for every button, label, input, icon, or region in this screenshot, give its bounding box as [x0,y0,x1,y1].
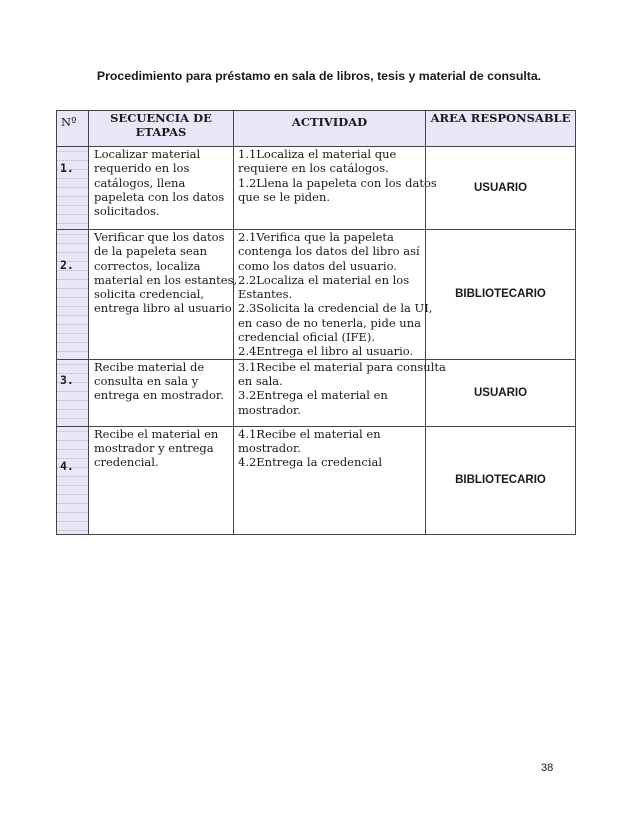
actividad-line: 3.1Recibe el material para consulta [238,359,446,374]
secuencia-line: Recibe el material en [94,426,219,441]
secuencia-cell [89,230,238,360]
actividad-line: 4.1Recibe el material en [238,426,381,441]
secuencia-line: material en los estantes, [94,272,238,287]
area-responsable-cell: BIBLIOTECARIO [426,230,576,360]
actividad-line: contenga los datos del libro así [238,244,420,259]
actividad-line: mostrador. [238,440,301,455]
row-number-cell [57,147,89,230]
secuencia-line: Recibe material de [94,359,205,374]
procedure-table [56,110,576,535]
actividad-line: 1.2Llena la papeleta con los datos [238,175,437,190]
header-secuencia: SECUENCIA DE ETAPAS [89,111,234,147]
actividad-line: 4.2Entrega la credencial [238,455,383,470]
secuencia-line: entrega en mostrador. [94,388,224,403]
actividad-cell [234,426,426,534]
secuencia-line: de la papeleta sean [94,244,207,259]
actividad-line: 2.4Entrega el libro al usuario. [238,344,414,359]
actividad-line: en sala. [238,373,283,388]
secuencia-cell [89,359,234,426]
table-row [57,426,576,534]
row-number: 1. [60,161,74,175]
secuencia-cell [89,426,234,534]
actividad-line: 2.1Verifica que la papeleta [238,230,394,244]
table-row [57,230,576,360]
secuencia-line: mostrador y entrega [94,440,214,455]
secuencia-line: consulta en sala y [94,373,199,388]
actividad-line: 2.3Solicita la credencial de la UI, [238,301,433,316]
secuencia-line: Localizar material [94,147,201,161]
header-area: AREA RESPONSABLE [426,111,576,147]
secuencia-line: papeleta con los datos [94,189,225,204]
cell-shading [57,431,88,531]
row-number: 4. [60,458,74,473]
secuencia-line: Verificar que los datos [94,230,225,244]
actividad-line: credencial oficial (IFE). [238,330,376,345]
cell-shading [57,234,88,352]
row-number-cell [57,426,89,534]
actividad-line: requiere en los catálogos. [238,161,389,176]
area-responsable-cell: BIBLIOTECARIO [426,426,576,534]
actividad-cell [234,359,446,426]
secuencia-line: correctos, localiza [94,258,201,273]
actividad-line: que se le piden. [238,189,330,204]
row-number: 2. [60,258,74,272]
actividad-line: Estantes. [238,287,293,302]
secuencia-line: entrega libro al usuario [94,301,232,316]
actividad-line: 3.2Entrega el material en [238,388,388,403]
table-body [57,147,576,535]
actividad-line: mostrador. [238,402,301,417]
header-actividad: ACTIVIDAD [234,111,426,147]
area-responsable-cell: USUARIO [426,147,576,230]
actividad-line: 2.2Localiza el material en los [238,272,410,287]
secuencia-line: solicitados. [94,204,160,219]
area-responsable-cell: USUARIO [426,359,576,426]
row-number: 3. [60,372,74,387]
actividad-line: en caso de no tenerla, pide una [238,315,421,330]
row-number-cell [57,359,89,426]
table-header-row [57,111,576,147]
table-row [57,147,576,230]
secuencia-cell [89,147,234,230]
actividad-cell [234,147,437,230]
document-title: Procedimiento para préstamo en sala de libros, tesis y material de consulta. [96,69,542,83]
header-no: Nº [57,111,89,147]
row-number-cell [57,230,89,360]
page-number: 38 [541,762,554,774]
secuencia-line: requerido en los [94,161,190,176]
secuencia-line: credencial. [94,455,159,470]
secuencia-line: solicita credencial, [94,287,205,302]
actividad-line: 1.1Localiza el material que [238,147,397,161]
actividad-line: como los datos del usuario. [238,258,397,273]
secuencia-line: catálogos, llena [94,175,186,190]
actividad-cell [234,230,433,360]
table-row [57,359,576,426]
